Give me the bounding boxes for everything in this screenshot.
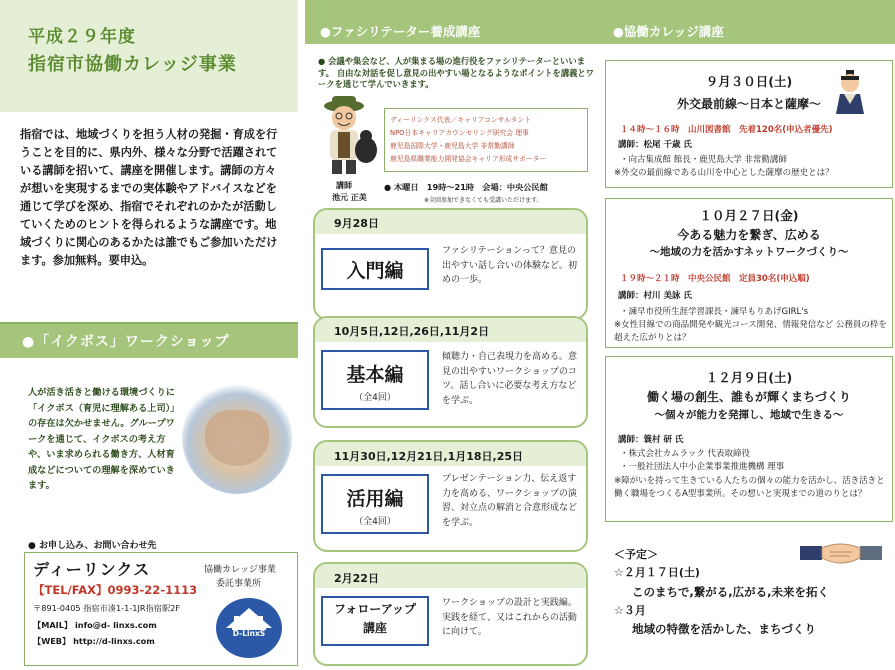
career-line: NPO日本キャリアカウンセリング研究会 理事	[390, 129, 529, 137]
college-heading: ●協働カレッジ講座	[613, 24, 724, 39]
plan-heading: ＜予定＞	[614, 548, 658, 561]
course-name: 活用編	[346, 488, 404, 510]
plan-date: ☆３月	[614, 604, 646, 617]
course-description: プレゼンテーション力、伝え返す力を高める、ワークショップの演習、対立点の解消と合意形成などを学ぶ。	[442, 474, 578, 528]
lecture-date: １２月９日(土)	[705, 370, 793, 385]
lecture-info: １９時〜２１時 中央公民館 定員30名(申込順)	[620, 274, 810, 284]
course-session-count: （全4回）	[354, 393, 396, 403]
course-date: 9月28日	[334, 217, 379, 230]
course-name: 入門編	[346, 260, 404, 282]
facilitator-heading: ●ファシリテーター養成講座	[320, 24, 481, 39]
course-name: 基本編	[346, 364, 404, 386]
course-description: ワークショップの設計と実践編。実践を経て、又はこれからの活動に向けて。	[442, 598, 577, 637]
page-title: 指宿市協働カレッジ事業	[28, 54, 237, 75]
lecture-subtitle: 〜地域の力を活かすネットワークづくり〜	[649, 246, 849, 258]
lecture-date: ９月３０日(土)	[705, 74, 793, 89]
career-line: ディーリンクス代表／キャリアコンサルタント	[390, 116, 532, 124]
lecture-speaker: 講師：松尾 千歳 氏	[618, 140, 692, 150]
course-date: 2月22日	[334, 572, 379, 585]
career-line: 鹿児島県職業能力開発協会キャリア形成サポーター	[390, 155, 547, 163]
handshake-icon	[800, 534, 882, 574]
contact-address: 〒891-0405 指宿市湊1-1-1JR指宿駅2F	[33, 603, 181, 613]
lecture-subtitle: 〜個々が能力を発揮し、地域で生きる〜	[654, 409, 844, 421]
lecture-note: ※女性目線での商品開発や観光コース開発、情報発信など 公務員の枠を超えた広がりとは？	[614, 320, 887, 343]
lecture-note: ※外交の最前線である山川を中心とした薩摩の歴史とは？	[614, 168, 834, 178]
lecturer-role: 講師	[336, 181, 352, 190]
intro-text: 指宿では、地域づくりを担う人材の発掘・育成を行うことを目的に、県内外、様々な分野で活躍されている講師を招いて、講座を開催します。講師の方々が想いを実現するまでの実体験やアドバイスなどを通じて学びを深め、指宿でそれぞれのかたが活動していくためのヒントを得られるような講座です。地域づくりに関心のあるかたは誰でもご参加いただけます。参加無料。要申込。	[20, 128, 278, 267]
course-description: 傾聴力・自己表現力を高める。意見の出やすいワークショップのコツ。話し合いに必要な考え方などを学ぶ。	[442, 352, 578, 406]
lecturer-name: 池元 正美	[332, 193, 367, 202]
ikubos-text: 人が活き活きと働ける環境づくりに「イクボス（育児に理解ある上司）」の存在は欠かせません。グループワークを通じて、イクボスの考え方や、いま求められる働き方、人材育成などについての理解を深めていきます。	[28, 387, 175, 491]
hands-photo-detail	[205, 410, 269, 466]
contact-heading: ● お申し込み、お問い合わせ先	[28, 541, 157, 551]
course-name: フォローアップ講座	[334, 602, 416, 635]
facilitator-description: ● 会議や集会など、人が集まる場の進行役をファシリテーターといいます。 自由な対話を促し意見の出やすい場となるようなポイントを講義とワークを通じて学んでいきます。	[318, 56, 595, 89]
ikubos-heading: ●「イクボス」ワークショップ	[22, 334, 230, 350]
contact-mail-link[interactable]: 【MAIL】 info@d- linxs.com	[33, 620, 157, 630]
lecture-note: ※障がいを持って生きている人たちの個々の能力を活かし、活き活きと働く職場をつくるA型事業所。その想いと実現までの道のりとは？	[614, 476, 885, 499]
logo-text: D-LinxS	[232, 629, 266, 638]
plan-title: このまちで,繋がる,広がる,未来を拓く	[632, 585, 829, 599]
course-session-count: （全4回）	[354, 517, 396, 527]
plan-title: 地域の特徴を活かした、まちづくり	[632, 622, 816, 636]
facilitator-note: ※全回参加できなくても受講いただけます。	[424, 197, 543, 204]
course-date: 11月30日,12月21日,1月18日,25日	[334, 450, 524, 463]
lecture-title: 働く場の創生、誰もが輝くまちづくり	[647, 390, 851, 404]
career-line: 鹿児島国際大学・鹿児島大学 非常勤講師	[390, 142, 515, 150]
lecture-speaker-detail: ・向古集成館 館長・鹿児島大学 非常勤講師	[620, 155, 787, 165]
office-label-sub: 委託事業所	[216, 579, 262, 589]
course-date: 10月5日,12日,26日,11月2日	[334, 325, 490, 338]
contact-tel: 【TEL/FAX】0993-22-1113	[33, 583, 198, 597]
lecture-title: 外交最前線〜日本と薩摩〜	[676, 97, 821, 111]
contact-web-link[interactable]: 【WEB】 http://d-linxs.com	[33, 636, 155, 646]
contact-name: ディーリンクス	[33, 560, 151, 579]
dlinxs-logo-icon	[216, 598, 282, 658]
office-label: 協働カレッジ事業	[204, 565, 276, 575]
lecture-speaker: 講師：村川 美詠 氏	[618, 291, 692, 301]
lecture-info: １４時〜１６時 山川図書館 先着120名(申込者優先)	[620, 125, 833, 135]
page-title-year: 平成２９年度	[28, 27, 136, 47]
lecture-speaker: 講師：簑村 研 氏	[618, 435, 684, 445]
lecture-title: 今ある魅力を繋ぎ、広める	[677, 228, 821, 242]
lecturer-portrait-icon	[316, 92, 378, 178]
lecture-speaker-detail: ・一般社団法人中小企業事業推進機構 理事	[620, 462, 785, 472]
lecture-speaker-detail: ・諫早市役所生涯学習課長・諫早もりあげGIRL's	[620, 307, 809, 317]
lecture-speaker-detail: ・株式会社カムラック 代表取締役	[620, 449, 751, 459]
facilitator-schedule: ● 木曜日 19時〜21時 会場：中央公民館	[384, 182, 548, 192]
plan-date: ☆２月１７日(土)	[614, 566, 700, 579]
course-description: ファシリテーションって？意見の出やすい話し合いの体験など。初めの一歩。	[442, 246, 578, 285]
lecture-date: １０月２７日(金)	[699, 208, 799, 223]
